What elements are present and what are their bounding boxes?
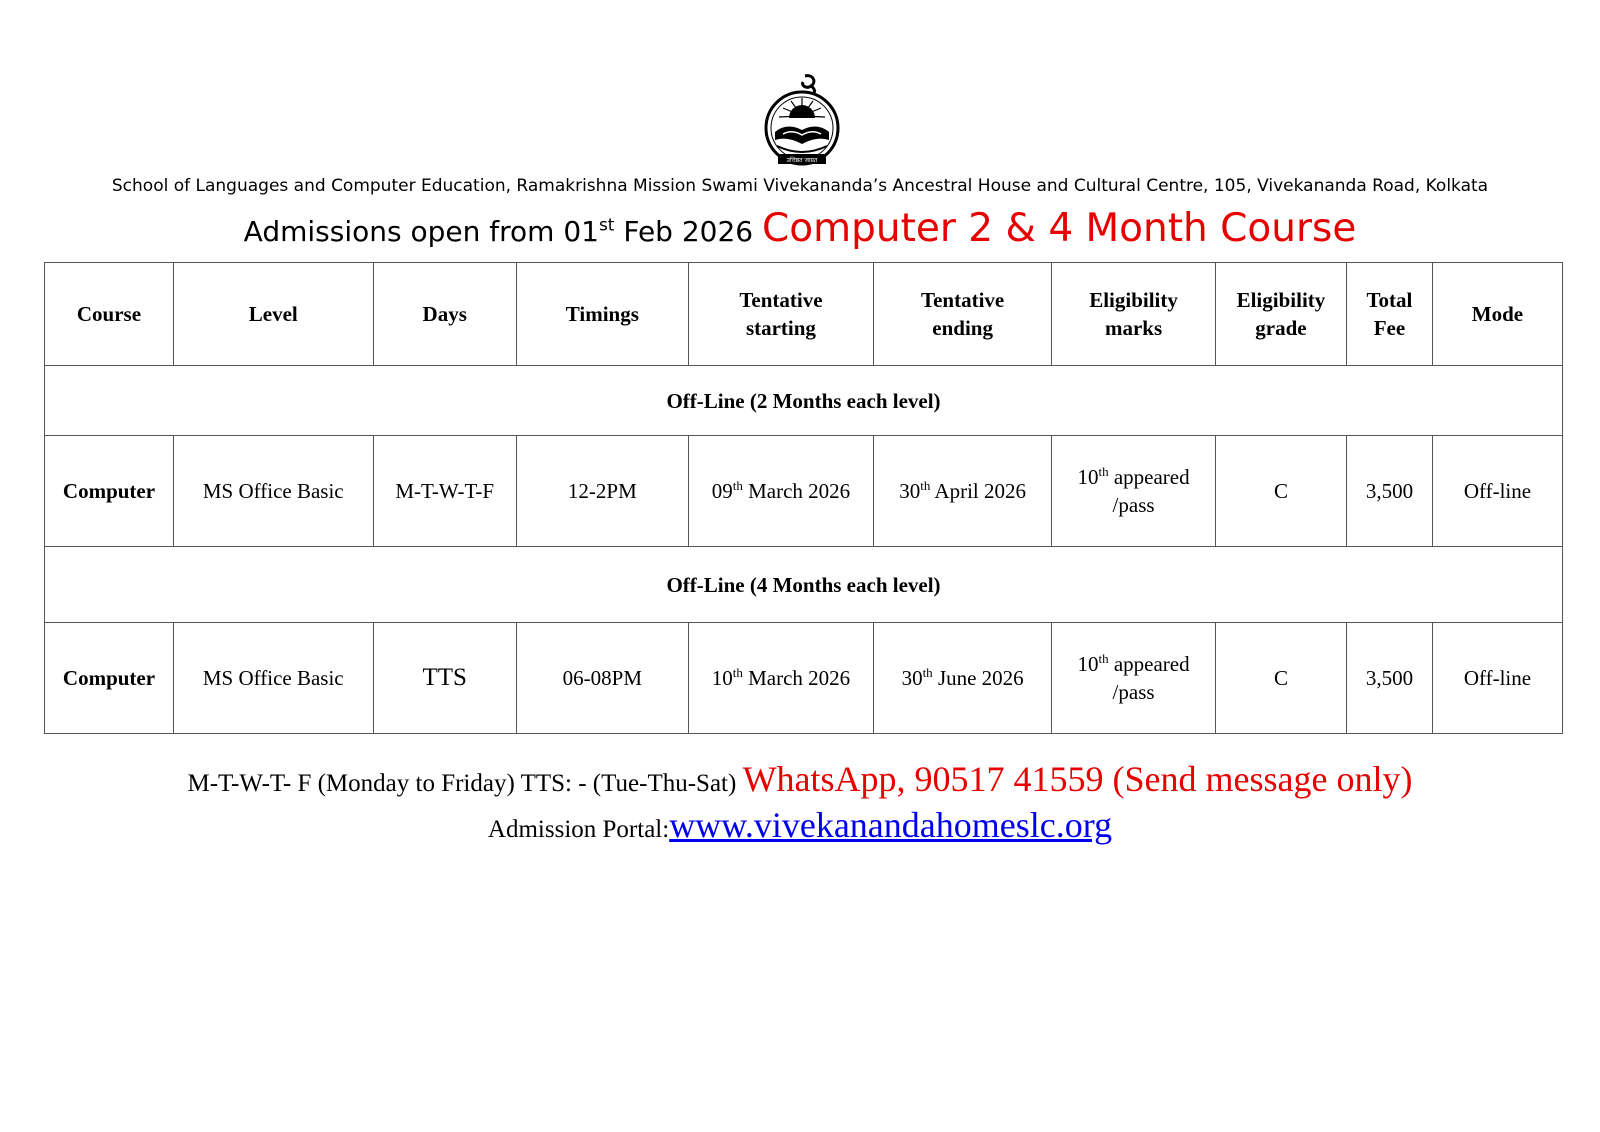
admission-portal-line	[0, 804, 1600, 846]
admissions-heading	[0, 206, 1600, 251]
table-header-row	[45, 263, 1563, 366]
cell-end-date: 30th April 2026	[874, 436, 1052, 547]
portal-label: Admission Portal:	[487, 816, 670, 843]
cell-timings: 06-08PM	[516, 623, 688, 734]
cell-mode: Off-line	[1432, 436, 1562, 547]
section-row-2-months	[45, 366, 1563, 436]
course-schedule-table	[44, 262, 1563, 734]
header-days: Days	[373, 263, 516, 366]
whatsapp-contact: WhatsApp, 90517 41559 (Send message only)	[742, 759, 1413, 799]
cell-mode: Off-line	[1432, 623, 1562, 734]
section-label: Off-Line (4 Months each level)	[45, 547, 1563, 623]
table-row	[45, 623, 1563, 734]
cell-days: TTS	[373, 623, 516, 734]
cell-total-fee: 3,500	[1346, 436, 1432, 547]
cell-eligibility-marks: 10th appeared /pass	[1052, 623, 1216, 734]
cell-start-date: 09th March 2026	[688, 436, 873, 547]
header-tentative-ending: Tentative ending	[874, 263, 1052, 366]
cell-level: MS Office Basic	[173, 623, 373, 734]
school-address-line: School of Languages and Computer Education, Ramakrishna Mission Swami Vivekananda’s Ancestral House and Cultural Centre, 105, Vivekananda Road, Kolkata	[111, 176, 1489, 196]
header-level: Level	[173, 263, 373, 366]
header-mode: Mode	[1432, 263, 1562, 366]
portal-link[interactable]: www.vivekanandahomeslc.org	[669, 805, 1113, 845]
ramakrishna-mission-emblem	[761, 74, 843, 168]
cell-start-date: 10th March 2026	[688, 623, 873, 734]
footer-legend-line	[0, 758, 1600, 800]
cell-level: MS Office Basic	[173, 436, 373, 547]
header-eligibility-marks: Eligibility marks	[1052, 263, 1216, 366]
header-total-fee: Total Fee	[1346, 263, 1432, 366]
cell-eligibility-grade: C	[1215, 436, 1346, 547]
days-legend: M-T-W-T- F (Monday to Friday) TTS: - (Tue-Thu-Sat)	[187, 770, 743, 797]
emblem-motto: उत्तिष्ठत जाग्रत	[786, 157, 818, 164]
cell-total-fee: 3,500	[1346, 623, 1432, 734]
cell-course: Computer	[45, 436, 174, 547]
header-eligibility-grade: Eligibility grade	[1215, 263, 1346, 366]
header-timings: Timings	[516, 263, 688, 366]
header-tentative-starting: Tentative starting	[688, 263, 873, 366]
course-title: Computer 2 & 4 Month Course	[762, 206, 1357, 251]
admissions-open-text: Admissions open from 01st Feb 2026	[243, 215, 763, 248]
section-label: Off-Line (2 Months each level)	[45, 366, 1563, 436]
section-row-4-months	[45, 547, 1563, 623]
table-row	[45, 436, 1563, 547]
cell-timings: 12-2PM	[516, 436, 688, 547]
cell-eligibility-marks: 10th appeared /pass	[1052, 436, 1216, 547]
cell-end-date: 30th June 2026	[874, 623, 1052, 734]
cell-course: Computer	[45, 623, 174, 734]
cell-days: M-T-W-T-F	[373, 436, 516, 547]
header-course: Course	[45, 263, 174, 366]
cell-eligibility-grade: C	[1215, 623, 1346, 734]
